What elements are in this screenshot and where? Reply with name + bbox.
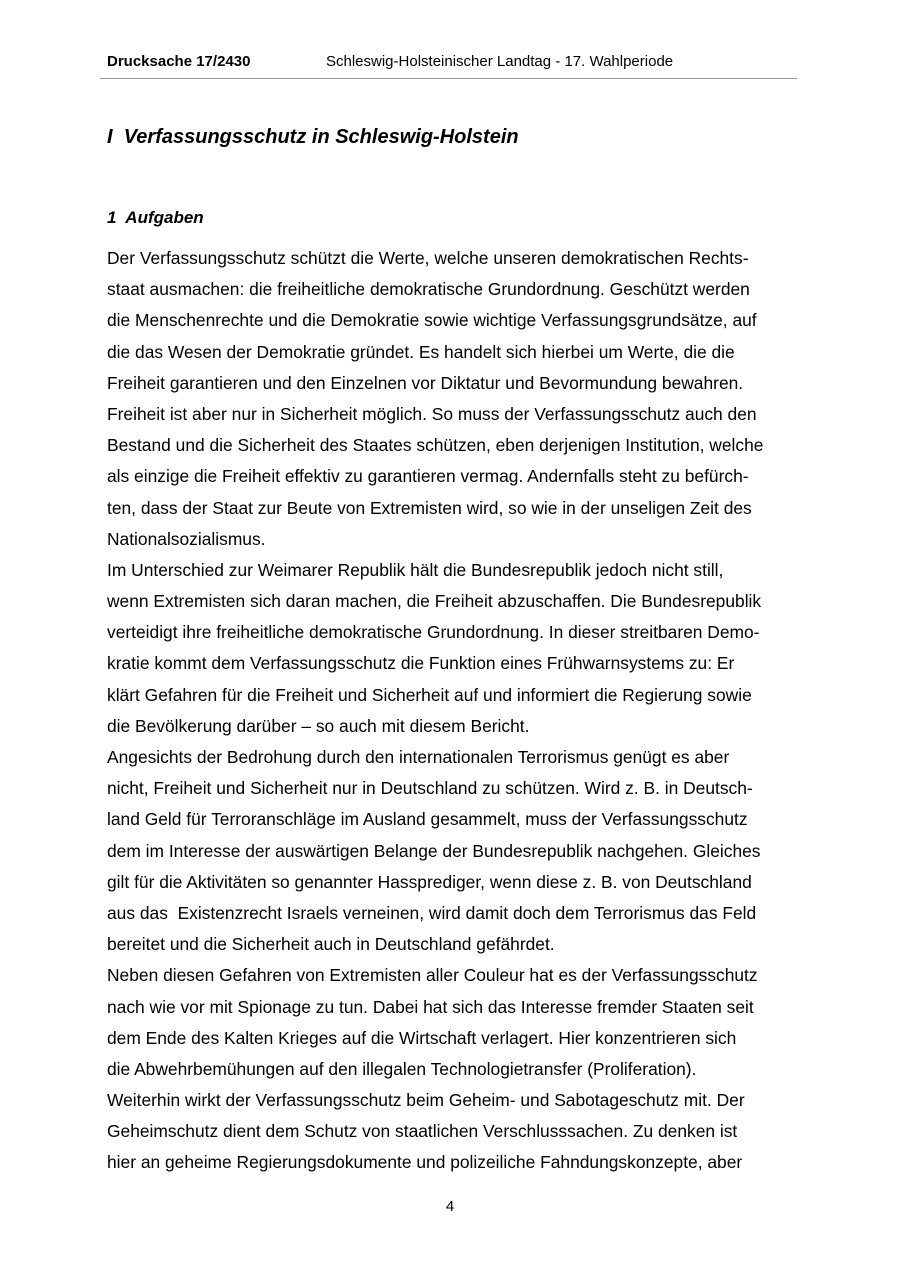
text-line: klärt Gefahren für die Freiheit und Sicherheit auf und informiert die Regierung sowie <box>107 684 752 705</box>
text-line: die Bevölkerung darüber – so auch mit diesem Bericht. <box>107 715 530 736</box>
text-line: hier an geheime Regierungsdokumente und polizeiliche Fahndungskonzepte, aber <box>107 1152 743 1173</box>
text-line: die Abwehrbemühungen auf den illegalen Technologietransfer (Proliferation). <box>107 1058 697 1079</box>
section-heading <box>107 208 204 228</box>
text-line: Nationalsozialismus. <box>107 528 266 549</box>
text-line: verteidigt ihre freiheitliche demokratische Grundordnung. In dieser streitbaren Demo- <box>107 622 760 643</box>
text-line: ten, dass der Staat zur Beute von Extremisten wird, so wie in der unseligen Zeit des <box>107 497 752 518</box>
text-line: Im Unterschied zur Weimarer Republik hält die Bundesrepublik jedoch nicht still, <box>107 559 724 580</box>
text-line: dem Ende des Kalten Krieges auf die Wirtschaft verlagert. Hier konzentrieren sich <box>107 1027 737 1048</box>
page-header <box>100 50 797 79</box>
text-line: die Menschenrechte und die Demokratie sowie wichtige Verfassungsgrundsätze, auf <box>107 310 757 331</box>
text-line: Freiheit garantieren und den Einzelnen vor Diktatur und Bevormundung bewahren. <box>107 372 744 393</box>
text-line: Neben diesen Gefahren von Extremisten aller Couleur hat es der Verfassungsschutz <box>107 965 758 986</box>
text-line: die das Wesen der Demokratie gründet. Es handelt sich hierbei um Werte, die die <box>107 341 735 362</box>
body-text <box>107 243 807 1179</box>
text-line: nicht, Freiheit und Sicherheit nur in Deutschland zu schützen. Wird z. B. in Deutsch- <box>107 778 753 799</box>
text-line: kratie kommt dem Verfassungsschutz die Funktion eines Frühwarnsystems zu: Er <box>107 653 735 674</box>
document-number: Drucksache 17/2430 <box>107 53 251 70</box>
text-line: wenn Extremisten sich daran machen, die Freiheit abzuschaffen. Die Bundesrepublik <box>107 591 762 612</box>
chapter-title: Verfassungsschutz in Schleswig-Holstein <box>123 126 519 148</box>
text-line: dem im Interesse der auswärtigen Belange der Bundesrepublik nachgehen. Gleiches <box>107 840 761 861</box>
text-line: Bestand und die Sicherheit des Staates schützen, eben derjenigen Institution, welche <box>107 435 764 456</box>
text-line: Angesichts der Bedrohung durch den internationalen Terrorismus genügt es aber <box>107 747 730 767</box>
chapter-heading <box>107 126 519 149</box>
parliament-period: Schleswig-Holsteinischer Landtag - 17. Wahlperiode <box>326 53 674 70</box>
page-number: 4 <box>445 1198 455 1215</box>
text-line: nach wie vor mit Spionage zu tun. Dabei hat sich das Interesse fremder Staaten seit <box>107 996 754 1017</box>
section-title: Aufgaben <box>125 208 204 227</box>
text-line: aus das Existenzrecht Israels verneinen, wird damit doch dem Terrorismus das Feld <box>107 902 757 923</box>
section-number: 1 <box>107 208 117 227</box>
text-line: Freiheit ist aber nur in Sicherheit möglich. So muss der Verfassungsschutz auch den <box>107 403 757 424</box>
text-line: staat ausmachen: die freiheitliche demokratische Grundordnung. Geschützt werden <box>107 279 750 300</box>
text-line: bereitet und die Sicherheit auch in Deutschland gefährdet. <box>107 934 555 955</box>
chapter-number: I <box>107 126 113 148</box>
text-line: Weiterhin wirkt der Verfassungsschutz beim Geheim- und Sabotageschutz mit. Der <box>107 1090 745 1111</box>
text-line: land Geld für Terroranschläge im Ausland gesammelt, muss der Verfassungsschutz <box>107 809 748 830</box>
text-line: Der Verfassungsschutz schützt die Werte, welche unseren demokratischen Rechts- <box>107 248 749 268</box>
text-line: gilt für die Aktivitäten so genannter Hassprediger, wenn diese z. B. von Deutschland <box>107 871 752 892</box>
text-line: als einzige die Freiheit effektiv zu garantieren vermag. Andernfalls steht zu befürch- <box>107 466 749 487</box>
text-line: Geheimschutz dient dem Schutz von staatlichen Verschlusssachen. Zu denken ist <box>107 1121 738 1142</box>
